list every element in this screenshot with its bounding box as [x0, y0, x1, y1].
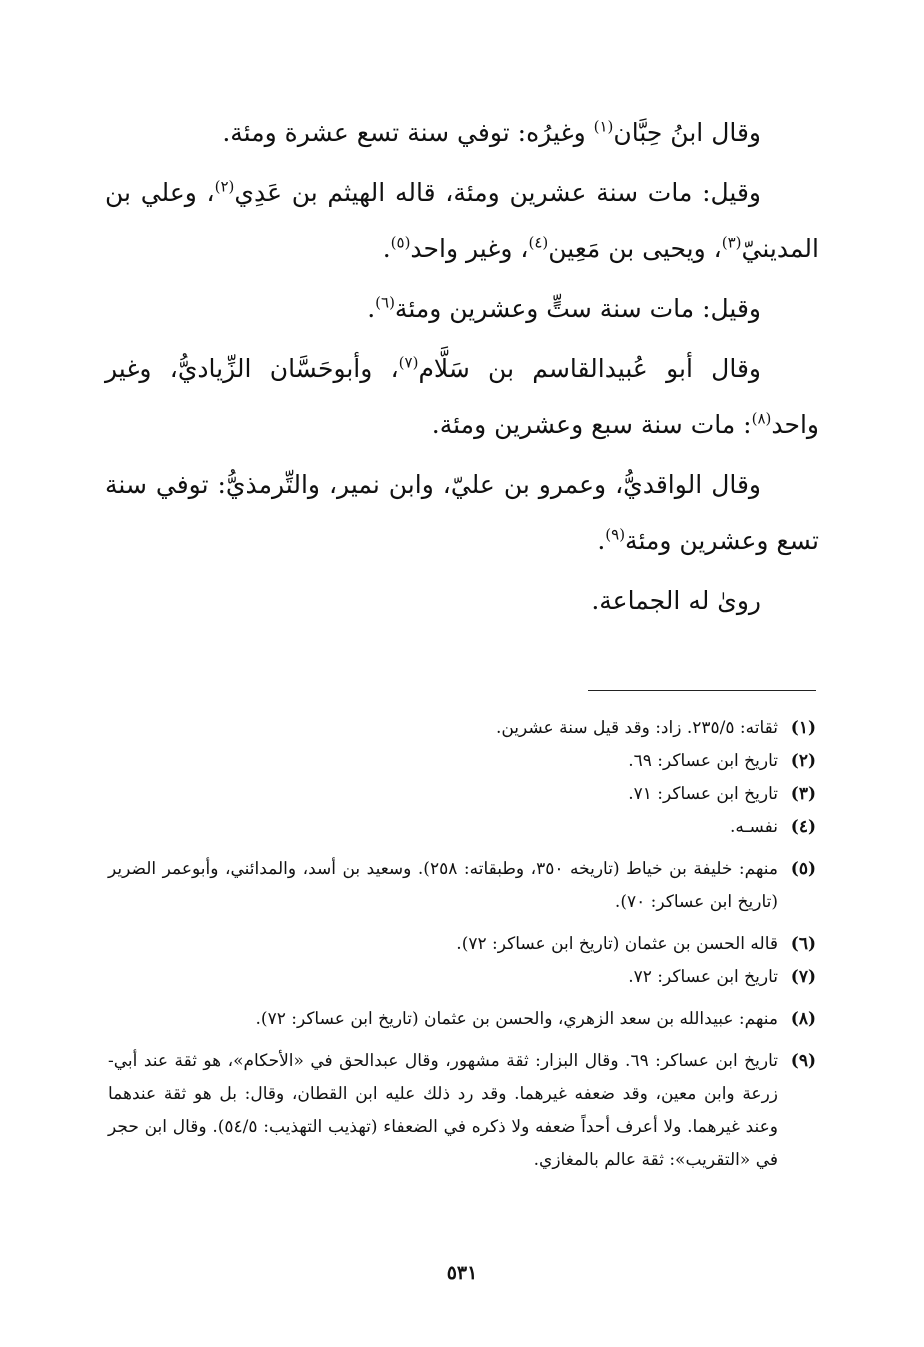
paragraph-2: وقيل: مات سنة عشرين ومئة، قاله الهيثم بن عَدِي$^{(٢)}$، وعلي بن المدينيّ$^{(٣)}$، ويحيى بن مَعِين$^{(٤)}$، وغير واحد$^{(٥)}$.	[105, 177, 819, 263]
footnote-1	[108, 712, 816, 745]
footnote-text: ثقاته: ٢٣٥/٥. زاد: وقد قيل سنة عشرين.	[495, 718, 778, 738]
footnote-text: تاريخ ابن عساكر: ٧٢.	[628, 967, 778, 987]
footnote-text: منهم: عبيدالله بن سعد الزهري، والحسن بن عثمان (تاريخ ابن عساكر: ٧٢).	[255, 1009, 778, 1029]
footnote-5	[108, 853, 816, 919]
footnote-text: منهم: خليفة بن خياط (تاريخه ٣٥٠، وطبقاته: ٢٥٨). وسعيد بن أسد، والمدائني، وأبوعمر الضرير (تاريخ ابن عساكر: ٧٠).	[108, 859, 778, 912]
footnote-divider	[588, 690, 816, 691]
footnote-9	[108, 1045, 816, 1177]
footnote-number: (٩)	[790, 1051, 816, 1071]
footnote-text: تاريخ ابن عساكر: ٦٩.	[628, 751, 778, 771]
footnote-number: (٣)	[790, 784, 816, 804]
footnote-text: قاله الحسن بن عثمان (تاريخ ابن عساكر: ٧٢).	[456, 934, 778, 954]
paragraph-3: وقيل: مات سنة ستٍّ وعشرين ومئة$^{(٦)}$.	[367, 293, 761, 323]
footnote-ref-5[interactable]: (٥)	[390, 233, 411, 252]
footnote-7	[108, 961, 816, 994]
page-number: ٥٣١	[446, 1262, 478, 1284]
footnote-8	[108, 1003, 816, 1036]
footnote-ref-1[interactable]: (١)	[593, 117, 614, 136]
footnote-ref-8[interactable]: (٨)	[751, 409, 772, 428]
footnote-text: تاريخ ابن عساكر: ٧١.	[628, 784, 778, 804]
footnote-number: (٦)	[790, 934, 816, 954]
footnote-6	[108, 928, 816, 961]
footnote-ref-2[interactable]: (٢)	[214, 177, 235, 196]
footnote-number: (٧)	[790, 967, 816, 987]
footnote-number: (٨)	[790, 1009, 816, 1029]
footnote-ref-3[interactable]: (٣)	[721, 233, 742, 252]
footnote-ref-6[interactable]: (٦)	[375, 293, 395, 312]
footnote-2	[108, 745, 816, 778]
footnote-number: (٢)	[790, 751, 816, 771]
footnote-number: (١)	[790, 718, 816, 738]
footnote-text: نفسـه.	[730, 817, 778, 837]
footnote-ref-4[interactable]: (٤)	[528, 233, 549, 252]
footnote-3	[108, 778, 816, 811]
footnote-ref-9[interactable]: (٩)	[605, 525, 626, 544]
footnote-4	[108, 811, 816, 844]
paragraph-4: وقال أبو عُبيدالقاسم بن سَلَّام$^{(٧)}$، وأبوحَسَّان الزِّياديُّ، وغير واحد$^{(٨)}$: مات سنة سبع وعشرين ومئة.	[105, 353, 819, 439]
footnotes	[108, 712, 816, 1177]
footnote-ref-7[interactable]: (٧)	[398, 353, 419, 372]
paragraph-1: وقال ابنُ حِبَّان$^{(١)}$ وغيرُه: توفي سنة تسع عشرة ومئة.	[222, 117, 761, 147]
main-text	[105, 105, 819, 633]
footnote-text: تاريخ ابن عساكر: ٦٩. وقال البزار: ثقة مشهور، وقال عبدالحق في «الأحكام»، هو ثقة عند أبي-زرعة وابن معين، وقد ضعفه غيرهما. وقد رد ذلك عليه ابن القطان، وقال: بل هو ثقة عندهما وعند غيرهما. ولا أعرف أحداً ضعفه ولا ذكره في الضعفاء (تهذيب التهذيب: ٥٤/٥). وقال ابن حجر في «التقريب»: ثقة عالم بالمغازي.	[108, 1051, 779, 1170]
footnote-number: (٥)	[790, 859, 816, 879]
paragraph-6: روىٰ له الجماعة.	[591, 586, 761, 615]
footnote-number: (٤)	[790, 817, 816, 837]
paragraph-5: وقال الواقديُّ، وعمرو بن عليّ، وابن نمير، والتِّرمذيُّ: توفي سنة تسع وعشرين ومئة$^{(٩)}$.	[105, 470, 819, 555]
